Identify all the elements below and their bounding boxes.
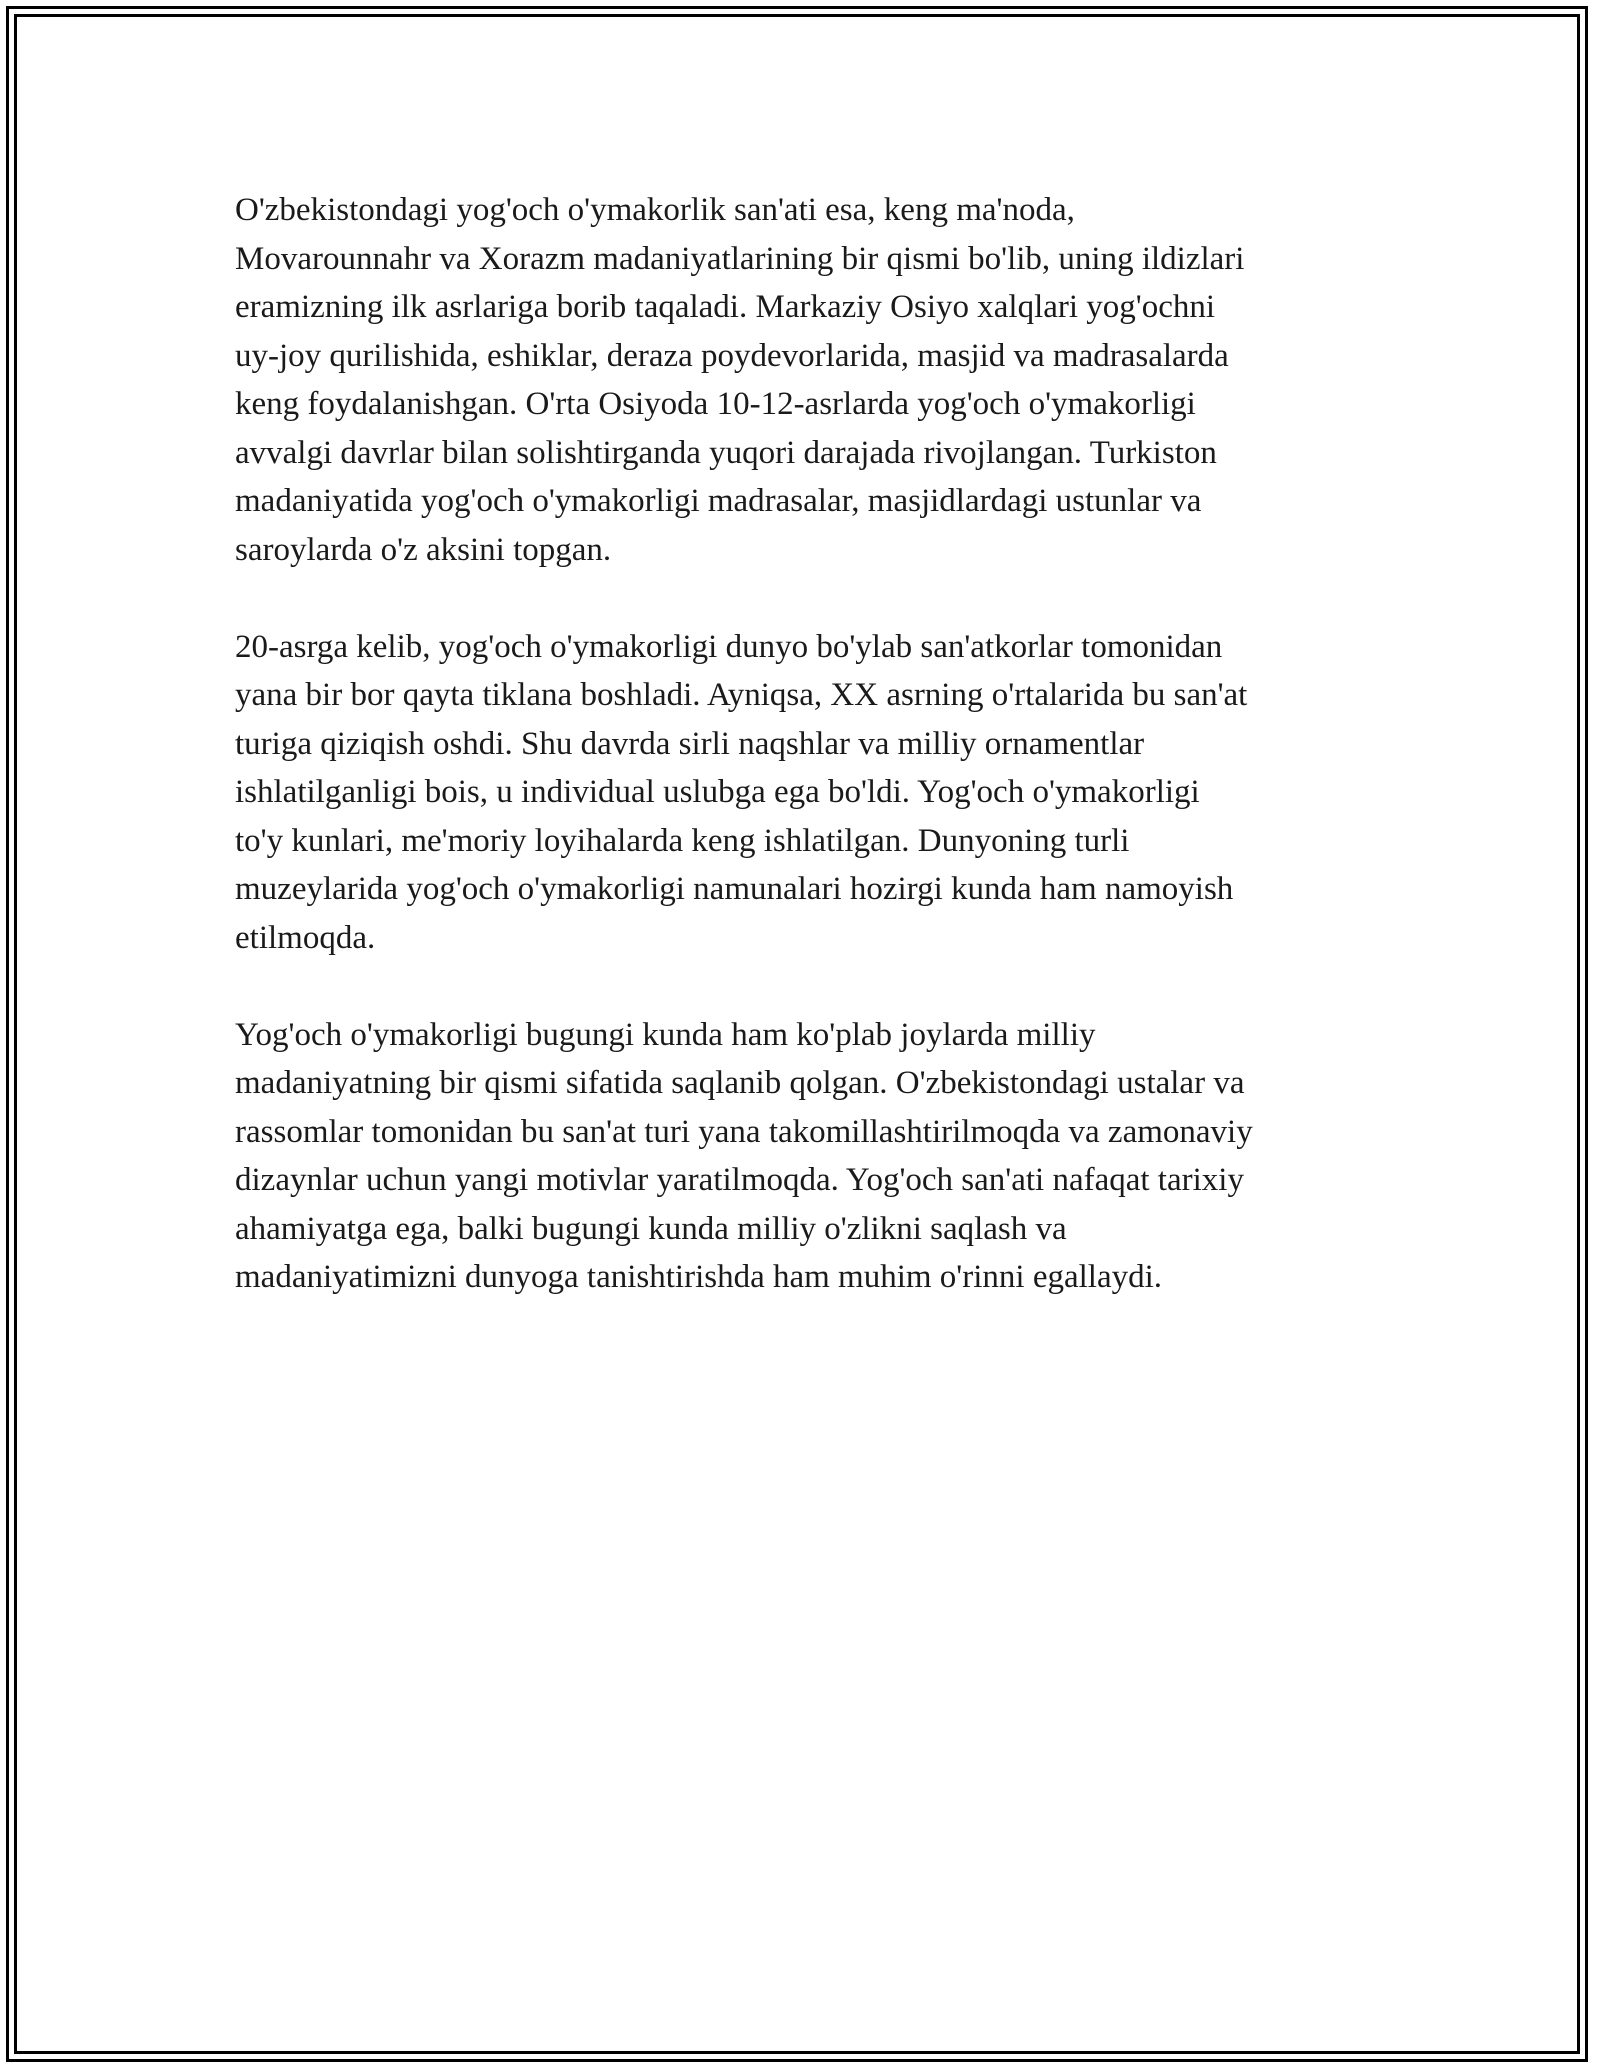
paragraph-3: Yog'och o'ymakorligi bugungi kunda ham ko'plab joylarda milliy madaniyatning bir qismi sifatida saqlanib qolgan. O'zbekistondagi ustalar va rassomlar tomonidan bu san'at turi yana takomillashtirilmoqda va zamonaviy dizaynlar uchun yangi motivlar yaratilmoqda. Yog'och san'ati nafaqat tarixiy ahamiyatga ega, balki bugungi kunda milliy o'zlikni saqlash va madaniyatimizni dunyoga tanishtirishda ham muhim o'rinni egallaydi. xyxy=(235,1016,1253,1295)
document-body xyxy=(235,186,1375,1350)
paragraph-1: O'zbekistondagi yog'och o'ymakorlik san'ati esa, keng ma'noda, Movarounnahr va Xorazm madaniyatlarining bir qismi bo'lib, uning ildizlari eramizning ilk asrlariga borib taqaladi. Markaziy Osiyo xalqlari yog'ochni uy-joy qurilishida, eshiklar, deraza poydevorlarida, masjid va madrasalarda keng foydalanishgan. O'rta Osiyoda 10-12-asrlarda yog'och o'ymakorligi avvalgi davrlar bilan solishtirganda yuqori darajada rivojlangan. Turkiston madaniyatida yog'och o'ymakorligi madrasalar, masjidlardagi ustunlar va saroylarda o'z aksini topgan. xyxy=(235,192,1245,568)
paragraph-2: 20-asrga kelib, yog'och o'ymakorligi dunyo bo'ylab san'atkorlar tomonidan yana bir bor qayta tiklana boshladi. Ayniqsa, XX asrning o'rtalarida bu san'at turiga qiziqish oshdi. Shu davrda sirli naqshlar va milliy ornamentlar ishlatilganligi bois, u individual uslubga ega bo'ldi. Yog'och o'ymakorligi to'y kunlari, me'moriy loyihalarda keng ishlatilgan. Dunyoning turli muzeylarida yog'och o'ymakorligi namunalari hozirgi kunda ham namoyish etilmoqda. xyxy=(235,628,1248,956)
